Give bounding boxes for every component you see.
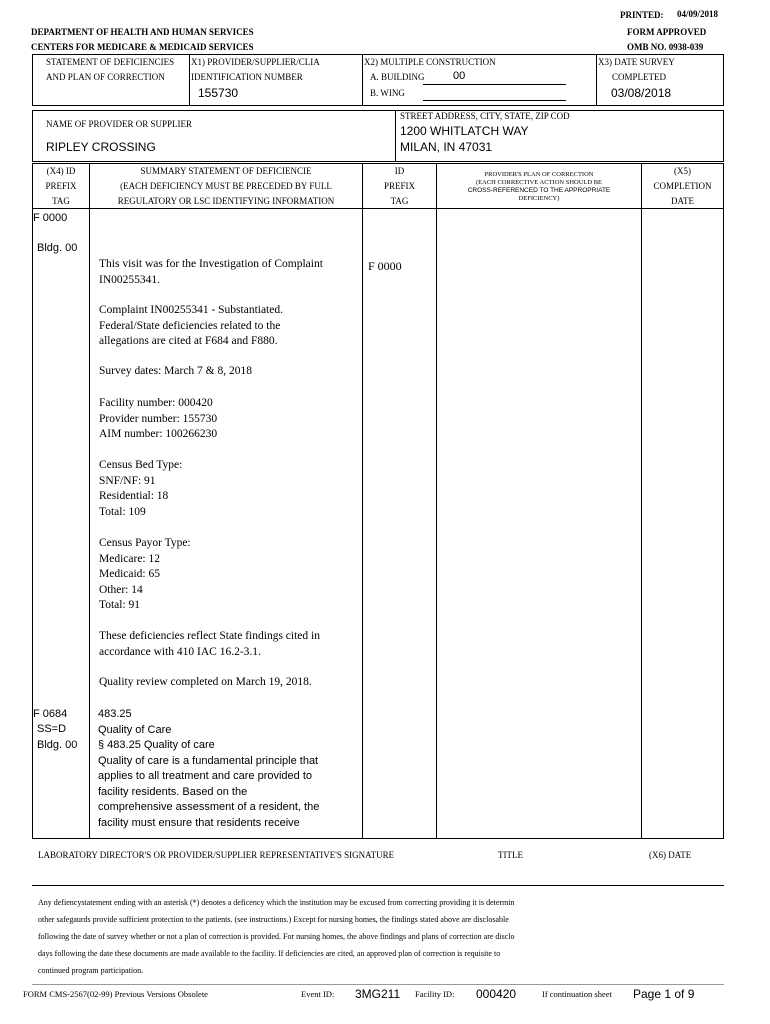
rule <box>32 110 724 111</box>
facility-id-value: 000420 <box>476 987 517 1001</box>
signature-label: LABORATORY DIRECTOR'S OR PROVIDER/SUPPLIER REPRESENTATIVE'S SIGNATURE <box>38 850 395 860</box>
event-id-value: 3MG211 <box>355 987 401 1001</box>
provider-name-value: RIPLEY CROSSING <box>46 140 156 154</box>
rule <box>89 163 90 839</box>
census-bed-line: Total: 109 <box>99 505 146 518</box>
rule <box>32 161 724 162</box>
wing-label: B. WING <box>370 88 405 98</box>
disclaimer-line: other safegaurds provide sufficient protection to the patients. (see instructions.) Except for nursing homes, the findings stated above are disclosable <box>38 915 509 924</box>
x4-header-3: TAG <box>52 196 70 206</box>
regulation-line: facility must ensure that residents receive <box>98 816 300 829</box>
department-title: DEPARTMENT OF HEALTH AND HUMAN SERVICES <box>31 27 254 37</box>
regulation-line: comprehensive assessment of a resident, the <box>98 801 320 813</box>
omb-number: OMB NO. 0938-039 <box>627 42 704 52</box>
event-id-label: Event ID: <box>301 989 335 999</box>
building-label: A. BUILDING <box>370 72 425 82</box>
para-census-payor <box>99 536 191 614</box>
rule <box>32 984 724 985</box>
x5-header-1: (X5) <box>674 166 691 176</box>
rule <box>723 54 724 106</box>
building-tag-2: Bldg. 00 <box>37 739 78 751</box>
x4-header-1: (X4) ID <box>46 166 76 176</box>
rule <box>32 163 724 164</box>
building-value: 00 <box>453 70 466 82</box>
x2-label: X2) MULTIPLE CONSTRUCTION <box>364 57 496 67</box>
summary-header-3: REGULATORY OR LSC IDENTIFYING INFORMATION <box>117 196 335 206</box>
form-approved: FORM APPROVED <box>627 27 707 37</box>
regulation-line: § 483.25 Quality of care <box>98 739 215 751</box>
title-label: TITLE <box>498 850 523 860</box>
printed-label: PRINTED: <box>620 10 664 20</box>
rule <box>32 163 33 839</box>
para-census-bed <box>99 458 182 520</box>
state-findings-line: accordance with 410 IAC 16.2-3.1. <box>99 645 261 658</box>
provider-id-value: 155730 <box>198 86 239 100</box>
rule <box>32 105 724 106</box>
x4-header-2: PREFIX <box>45 181 77 191</box>
rule <box>32 208 724 209</box>
statement-label-1: STATEMENT OF DEFICIENCIES <box>46 57 175 67</box>
address-line-2: MILAN, IN 47031 <box>400 140 493 154</box>
disclaimer <box>38 894 515 979</box>
rule <box>436 163 437 839</box>
x3-label-1: X3) DATE SURVEY <box>598 57 675 67</box>
provider-number-line: Provider number: 155730 <box>99 412 218 425</box>
para-complaint-line: Federal/State deficiencies related to the <box>99 319 281 332</box>
x1-label-1: X1) PROVIDER/SUPPLIER/CLIA <box>191 57 320 67</box>
regulation-line: applies to all treatment and care provided to <box>98 770 313 782</box>
prefix-tag-f0000: F 0000 <box>33 212 68 224</box>
prefix-tag-f0684: F 0684 <box>33 708 68 720</box>
statement-label-2: AND PLAN OF CORRECTION <box>46 72 165 82</box>
para-survey-dates: Survey dates: March 7 & 8, 2018 <box>99 365 252 377</box>
census-payor-line: Other: 14 <box>99 583 143 596</box>
census-payor-line: Total: 91 <box>99 599 141 611</box>
para-complaint-line: allegations are cited at F684 and F880. <box>99 335 278 347</box>
summary-header-2: (EACH DEFICIENCY MUST BE PRECEDED BY FULL <box>120 181 332 191</box>
x6-date-label: (X6) DATE <box>649 850 692 860</box>
census-payor-line: Medicare: 12 <box>99 552 160 565</box>
plan-header-2: (EACH CORRECTIVE ACTION SHOULD BE <box>475 179 603 186</box>
regulation-line: 483.25 <box>98 708 132 720</box>
x1-label-2: IDENTIFICATION NUMBER <box>191 72 303 82</box>
rule <box>362 163 363 839</box>
rule <box>32 110 33 162</box>
centers-title: CENTERS FOR MEDICARE & MEDICAID SERVICES <box>31 42 254 52</box>
continuation-label: If continuation sheet <box>542 989 612 999</box>
para-state-findings <box>99 629 320 660</box>
page-number: Page 1 of 9 <box>633 987 695 1001</box>
rule <box>395 110 396 162</box>
building-underline <box>423 84 566 85</box>
building-tag-1: Bldg. 00 <box>37 242 78 254</box>
rule <box>32 54 33 106</box>
id-header-3: TAG <box>390 196 409 206</box>
survey-date-value: 03/08/2018 <box>611 86 672 100</box>
rule <box>32 838 724 839</box>
regulation-line: Quality of Care <box>98 723 172 736</box>
census-bed-line: Census Bed Type: <box>99 459 183 471</box>
rule <box>596 54 597 106</box>
state-findings-line: These deficiencies reflect State findings cited in <box>99 630 320 642</box>
id-header-2: PREFIX <box>383 181 415 191</box>
printed-date: 04/09/2018 <box>677 9 719 19</box>
rule <box>362 54 363 106</box>
aim-number-line: AIM number: 100266230 <box>99 428 218 440</box>
rule <box>32 54 724 55</box>
disclaimer-line: following the date of survey whether or not a plan of correction is provided. For nursing homes, the above findings and plans of correction are disclo <box>38 932 515 941</box>
address-line-1: 1200 WHITLATCH WAY <box>400 124 529 138</box>
disclaimer-line: Any defiencystatement ending with an asterisk (*) denotes a deficency which the institution may be excused from correcting providing it is determin <box>38 898 515 907</box>
provider-name-label: NAME OF PROVIDER OR SUPPLIER <box>46 119 193 129</box>
plan-header-1: PROVIDER'S PLAN OF CORRECTION <box>484 171 594 178</box>
form-number: FORM CMS-2567(02-99) Previous Versions Obsolete <box>23 989 208 999</box>
census-bed-line: Residential: 18 <box>99 490 169 502</box>
right-prefix-tag-f0000: F 0000 <box>368 259 402 273</box>
para-complaint <box>99 303 283 350</box>
census-payor-line: Census Payor Type: <box>99 537 191 549</box>
rule <box>723 110 724 162</box>
id-header-1: ID <box>394 166 405 176</box>
x5-header-2: COMPLETION <box>653 181 712 191</box>
plan-header-4: DEFICIENCY) <box>518 195 560 202</box>
para-facility-numbers <box>99 396 217 443</box>
para-complaint-line: Complaint IN00255341 - Substantiated. <box>99 304 283 316</box>
x5-header-3: DATE <box>671 196 694 206</box>
wing-underline <box>423 100 566 101</box>
plan-header-3: CROSS-REFERENCED TO THE APPROPRIATE <box>467 187 611 194</box>
regulation-text <box>98 707 319 831</box>
rule <box>189 54 190 106</box>
regulation-line: facility residents. Based on the <box>98 785 248 798</box>
address-label: STREET ADDRESS, CITY, STATE, ZIP COD <box>400 111 570 121</box>
scope-severity: SS=D <box>37 723 67 735</box>
census-payor-line: Medicaid: 65 <box>99 568 160 580</box>
facility-number-line: Facility number: 000420 <box>99 397 213 409</box>
para-investigation: This visit was for the Investigation of Complaint IN00255341. <box>99 258 323 286</box>
regulation-line: Quality of care is a fundamental principle that <box>98 754 319 767</box>
rule <box>32 885 724 886</box>
disclaimer-line: continued program participation. <box>38 966 144 975</box>
x3-label-2: COMPLETED <box>612 72 666 82</box>
disclaimer-line: days following the date these documents are made available to the facility. If deficiencies are cited, an approved plan of correction is requisite to <box>38 949 501 958</box>
summary-header-1: SUMMARY STATEMENT OF DEFICIENCIE <box>140 166 312 176</box>
rule <box>723 163 724 839</box>
para-quality-review: Quality review completed on March 19, 2018. <box>99 676 312 688</box>
facility-id-label: Facility ID: <box>415 989 455 999</box>
census-bed-line: SNF/NF: 91 <box>99 474 156 487</box>
rule <box>641 163 642 839</box>
